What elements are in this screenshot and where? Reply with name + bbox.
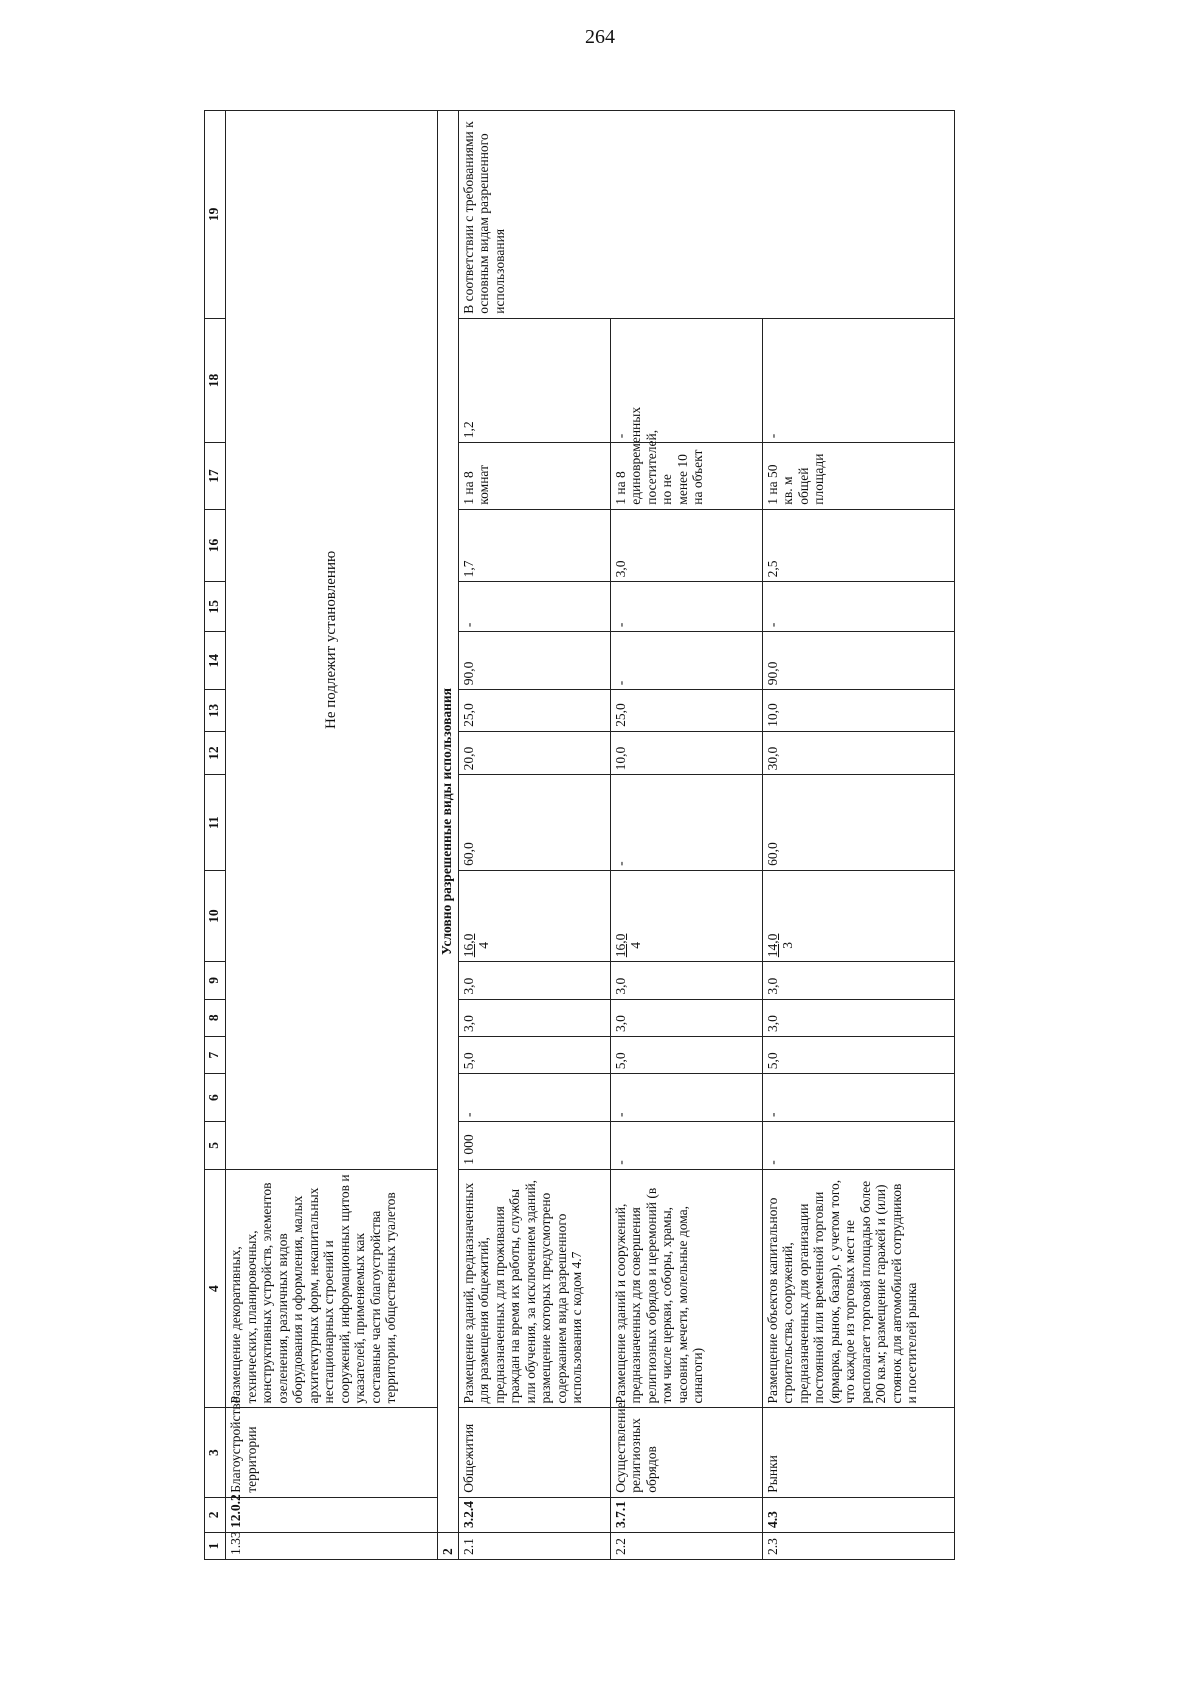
cell-c17: 1 на 8 единовременных посетителей, но не менее 10 на объект [610, 443, 762, 509]
cell-c7: 5,0 [458, 1036, 610, 1073]
col-header: 7 [205, 1036, 226, 1073]
cell-use-name: Благоустройство территории [226, 1408, 438, 1497]
fraction-numerator: 14,0 [764, 933, 780, 958]
cell-c12: 20,0 [458, 731, 610, 775]
page-number: 264 [585, 26, 615, 48]
cell-c15: - [458, 582, 610, 632]
cell-c17: 1 на 50 кв. м общей площади [762, 443, 954, 509]
cell-c11: - [610, 775, 762, 870]
cell-c15: - [762, 582, 954, 632]
section-row [438, 111, 459, 1560]
cell-c13: 25,0 [610, 690, 762, 732]
cell-c5: - [762, 1122, 954, 1170]
cell-c5: - [610, 1122, 762, 1170]
cell-c15: - [610, 582, 762, 632]
cell-use-name: Осуществление религиозных обрядов [610, 1408, 762, 1497]
cell-use-name: Общежития [458, 1408, 610, 1497]
col-header: 10 [205, 870, 226, 961]
cell-c13: 25,0 [458, 690, 610, 732]
col-header: 17 [205, 443, 226, 509]
table-row [610, 111, 762, 1560]
header-row [205, 111, 226, 1560]
cell-c17: 1 на 8 комнат [458, 443, 610, 509]
cell-description: Размещение декоративных, технических, планировочных, конструктивных устройств, элементов озеленения, различных видов оборудования и оформления, малых архитектурных форм, некапитальных нестационарных строений и сооружений, информационных щитов и указателей, применяемых как составные части благоустройства территории, общественных туалетов [226, 1169, 438, 1408]
col-header: 3 [205, 1408, 226, 1497]
cell-c18: 1,2 [458, 318, 610, 443]
cell-c10 [458, 870, 610, 961]
cell-c6: - [762, 1074, 954, 1122]
cell-c9: 3,0 [610, 962, 762, 999]
table-row [458, 111, 610, 1560]
cell-code: 4.3 [762, 1497, 954, 1532]
col-header: 6 [205, 1074, 226, 1122]
cell-c18: - [762, 318, 954, 443]
cell-c7: 5,0 [610, 1036, 762, 1073]
col-header: 16 [205, 509, 226, 582]
col-header: 8 [205, 999, 226, 1036]
col-header: 5 [205, 1122, 226, 1170]
cell-description: Размещение зданий, предназначенных для размещения общежитий, предназначенных для проживания граждан на время их работы, службы или обучения, за исключением зданий, размещение которых предусмотрено содержанием вида разрешенного использования с кодом 4.7 [458, 1169, 610, 1408]
cell-c12: 30,0 [762, 731, 954, 775]
cell-c11: 60,0 [458, 775, 610, 870]
not-subject-note: Не подлежит установлению [226, 111, 438, 1170]
cell-c14: 90,0 [762, 632, 954, 690]
col-header: 9 [205, 962, 226, 999]
col-header: 1 [205, 1533, 226, 1560]
cell-description: Размещение зданий и сооружений, предназначенных для совершения религиозных обрядов и церемоний (в том числе церкви, соборы, храмы, часовни, мечети, молельные дома, синагоги) [610, 1169, 762, 1408]
fraction [765, 934, 796, 958]
cell-row-num: 2.1 [458, 1533, 610, 1560]
cell-c12: 10,0 [610, 731, 762, 775]
cell-c9: 3,0 [458, 962, 610, 999]
cell-c19: В соответствии с требованиями к основным видам разрешенного использования [458, 111, 954, 319]
cell-c8: 3,0 [458, 999, 610, 1036]
col-header: 2 [205, 1497, 226, 1532]
cell-c14: 90,0 [458, 632, 610, 690]
col-header: 13 [205, 690, 226, 732]
rotated-table-canvas [204, 110, 1056, 1560]
fraction-denominator: 4 [628, 942, 644, 949]
cell-c16: 3,0 [610, 509, 762, 582]
cell-c6: - [610, 1074, 762, 1122]
cell-row-num: 2.2 [610, 1533, 762, 1560]
table-row [762, 111, 954, 1560]
fraction [461, 934, 492, 958]
section-number: 2 [438, 1533, 459, 1560]
section-title: Условно разрешенные виды использования [438, 111, 459, 1533]
col-header: 19 [205, 111, 226, 319]
cell-c10 [610, 870, 762, 961]
fraction-numerator: 16,0 [460, 933, 476, 958]
cell-c16: 1,7 [458, 509, 610, 582]
col-header: 18 [205, 318, 226, 443]
table-row [226, 111, 438, 1560]
cell-code: 12.0.2 [226, 1497, 438, 1532]
cell-c7: 5,0 [762, 1036, 954, 1073]
cell-c8: 3,0 [610, 999, 762, 1036]
cell-c16: 2,5 [762, 509, 954, 582]
cell-c10 [762, 870, 954, 961]
cell-use-name: Рынки [762, 1408, 954, 1497]
cell-c8: 3,0 [762, 999, 954, 1036]
cell-c14: - [610, 632, 762, 690]
fraction-numerator: 16,0 [612, 933, 628, 958]
fraction [613, 934, 644, 958]
cell-description: Размещение объектов капитального строительства, сооружений, предназначенных для организации постоянной или временной торговли (ярмарка, рынок, базар), с учетом того, что каждое из торговых мест не располагает торговой площадью более 200 кв.м; размещение гаражей и (или) стоянок для автомобилей сотрудников и посетителей рынка [762, 1169, 954, 1408]
col-header: 11 [205, 775, 226, 870]
col-header: 14 [205, 632, 226, 690]
rotated-table-wrapper [204, 110, 1056, 1560]
cell-code: 3.2.4 [458, 1497, 610, 1532]
cell-code: 3.7.1 [610, 1497, 762, 1532]
cell-c13: 10,0 [762, 690, 954, 732]
fraction-denominator: 4 [476, 942, 492, 949]
cell-c5: 1 000 [458, 1122, 610, 1170]
cell-row-num: 1.33 [226, 1533, 438, 1560]
col-header: 4 [205, 1169, 226, 1408]
cell-row-num: 2.3 [762, 1533, 954, 1560]
col-header: 12 [205, 731, 226, 775]
land-use-table [204, 110, 955, 1560]
cell-c9: 3,0 [762, 962, 954, 999]
fraction-denominator: 3 [780, 942, 796, 949]
cell-c18: - [610, 318, 762, 443]
cell-c11: 60,0 [762, 775, 954, 870]
col-header: 15 [205, 582, 226, 632]
cell-c6: - [458, 1074, 610, 1122]
